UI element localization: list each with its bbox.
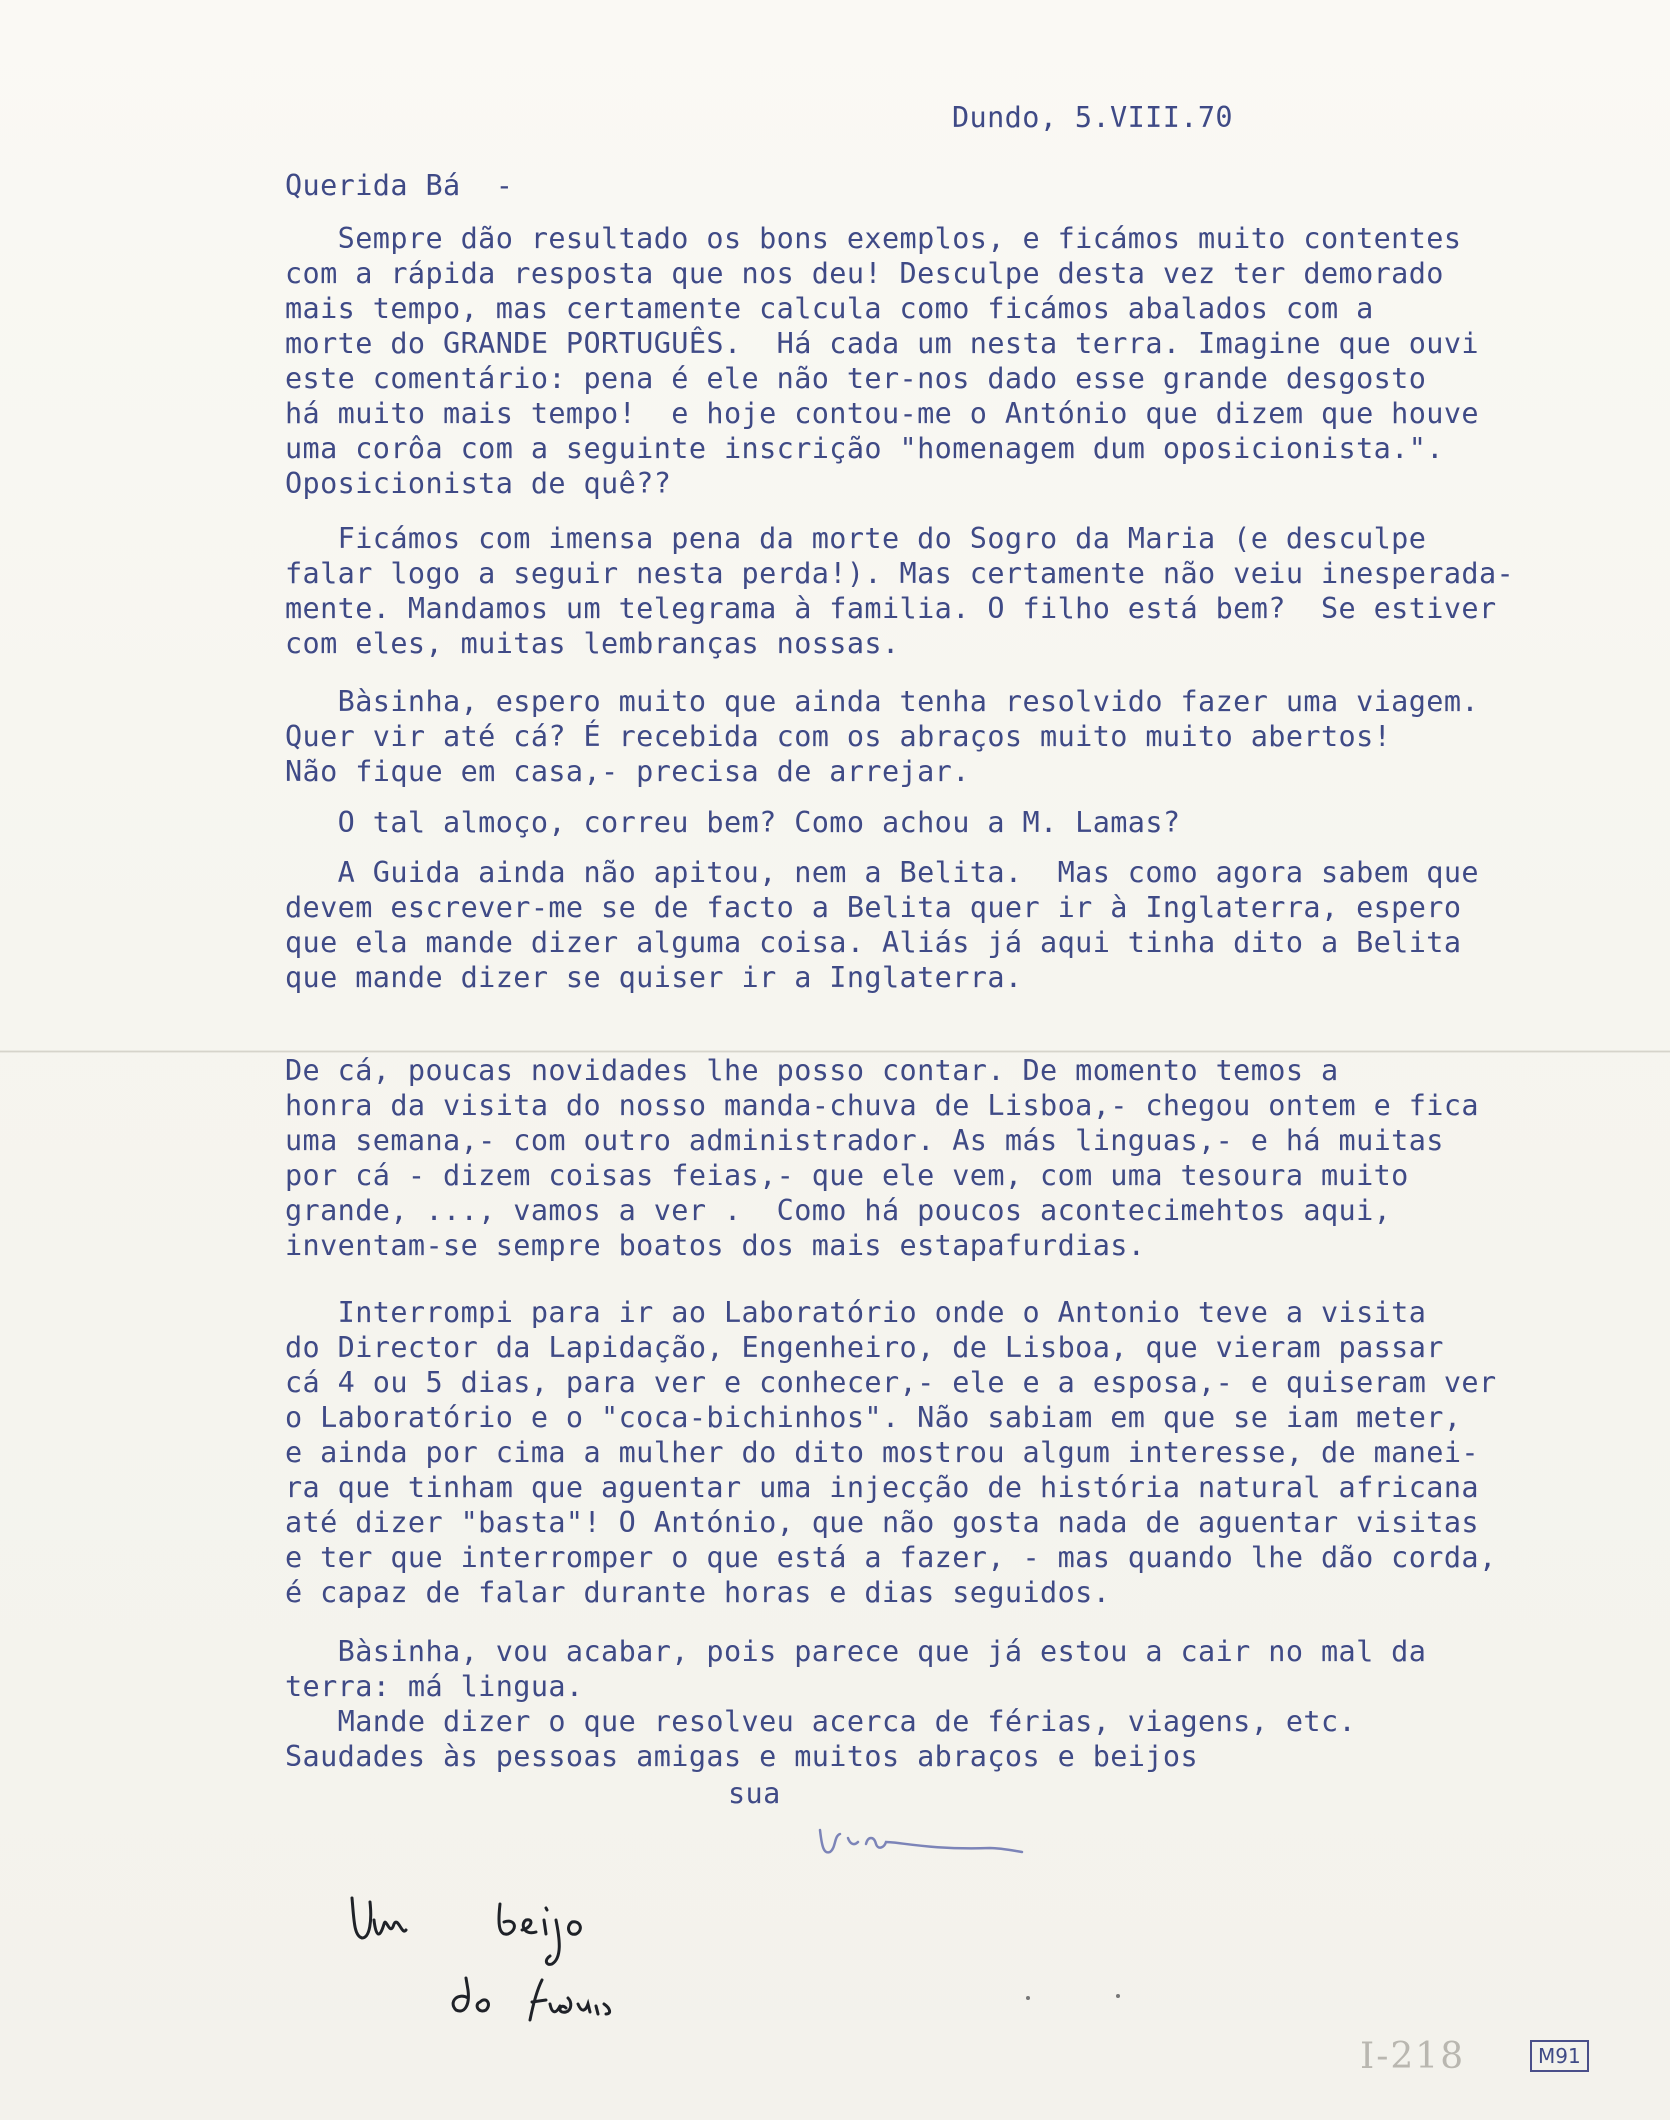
handwritten-note: [340, 1880, 720, 2040]
paragraph-8: Bàsinha, vou acabar, pois parece que já estou a cair no mal da terra: má lingua. Mande dizer o que resolveu acerca de férias, viagens, etc. Saudades às pessoas amigas e muitos abraços e beijos: [285, 1635, 1427, 1773]
letter-signoff: sua: [728, 1777, 781, 1810]
paragraph-7: Interrompi para ir ao Laboratório onde o Antonio teve a visita do Director da Lapidação, Engenheiro, de Lisboa, que vieram passar cá 4 ou 5 dias, para ver e conhecer,- ele e a esposa,- e quiseram ver o Laboratório e o "coca-bichinhos". Não sabiam em que se iam meter, e ainda por cima a mulher do dito mostrou algum interesse, de manei- ra que tinham que aguentar uma injecção de história natural africana até dizer "basta"! O António, que não gosta nada de aguentar visitas e ter que interromper o que está a fazer, - mas quando lhe dão corda, é capaz de falar durante horas e dias seguidos.: [285, 1296, 1497, 1609]
paragraph-2: Ficámos com imensa pena da morte do Sogro da Maria (e desculpe falar logo a seguir nesta perda!). Mas certamente não veiu inesperada- mente. Mandamos um telegrama à familia. O filho está bem? Se estiver com eles, muitas lembranças nossas.: [285, 522, 1515, 660]
ink-dot: [1026, 1996, 1030, 2000]
letter-dateline: Dundo, 5.VIII.70: [952, 101, 1233, 134]
archive-stamp: M91: [1530, 2040, 1589, 2072]
archive-pencil-mark: I-218: [1360, 2036, 1466, 2077]
handwritten-signature: [800, 1808, 1030, 1868]
paragraph-3: Bàsinha, espero muito que ainda tenha resolvido fazer uma viagem. Quer vir até cá? É recebida com os abraços muito muito abertos! Não fique em casa,- precisa de arrejar.: [285, 685, 1479, 788]
paragraph-4: O tal almoço, correu bem? Como achou a M. Lamas?: [285, 806, 1181, 839]
letter-salutation: Querida Bá -: [285, 169, 514, 202]
handwritten-note-drawing: [340, 1880, 720, 2040]
paragraph-5: A Guida ainda não apitou, nem a Belita. Mas como agora sabem que devem escrever-me se de facto a Belita quer ir à Inglaterra, espero que ela mande dizer alguma coisa. Aliás já aqui tinha dito a Belita que mande dizer se quiser ir a Inglaterra.: [285, 856, 1479, 994]
paragraph-6: De cá, poucas novidades lhe posso contar. De momento temos a honra da visita do nosso manda-chuva de Lisboa,- chegou ontem e fica uma semana,- com outro administrador. As más linguas,- e há muitas por cá - dizem coisas feias,- que ele vem, com uma tesoura muito grande, ..., vamos a ver . Como há poucos acontecimehtos aqui, inventam-se sempre boatos dos mais estapafurdias.: [285, 1054, 1479, 1262]
paragraph-1: Sempre dão resultado os bons exemplos, e ficámos muito contentes com a rápida resposta que nos deu! Desculpe desta vez ter demorado mais tempo, mas certamente calcula como ficámos abalados com a morte do GRANDE PORTUGUÊS. Há cada um nesta terra. Imagine que ouvi este comentário: pena é ele não ter-nos dado esse grande desgosto há muito mais tempo! e hoje contou-me o António que dizem que houve uma corôa com a seguinte inscrição "homenagem dum oposicionista.". Oposicionista de quê??: [285, 222, 1479, 500]
ink-dot: [1116, 1994, 1120, 1998]
